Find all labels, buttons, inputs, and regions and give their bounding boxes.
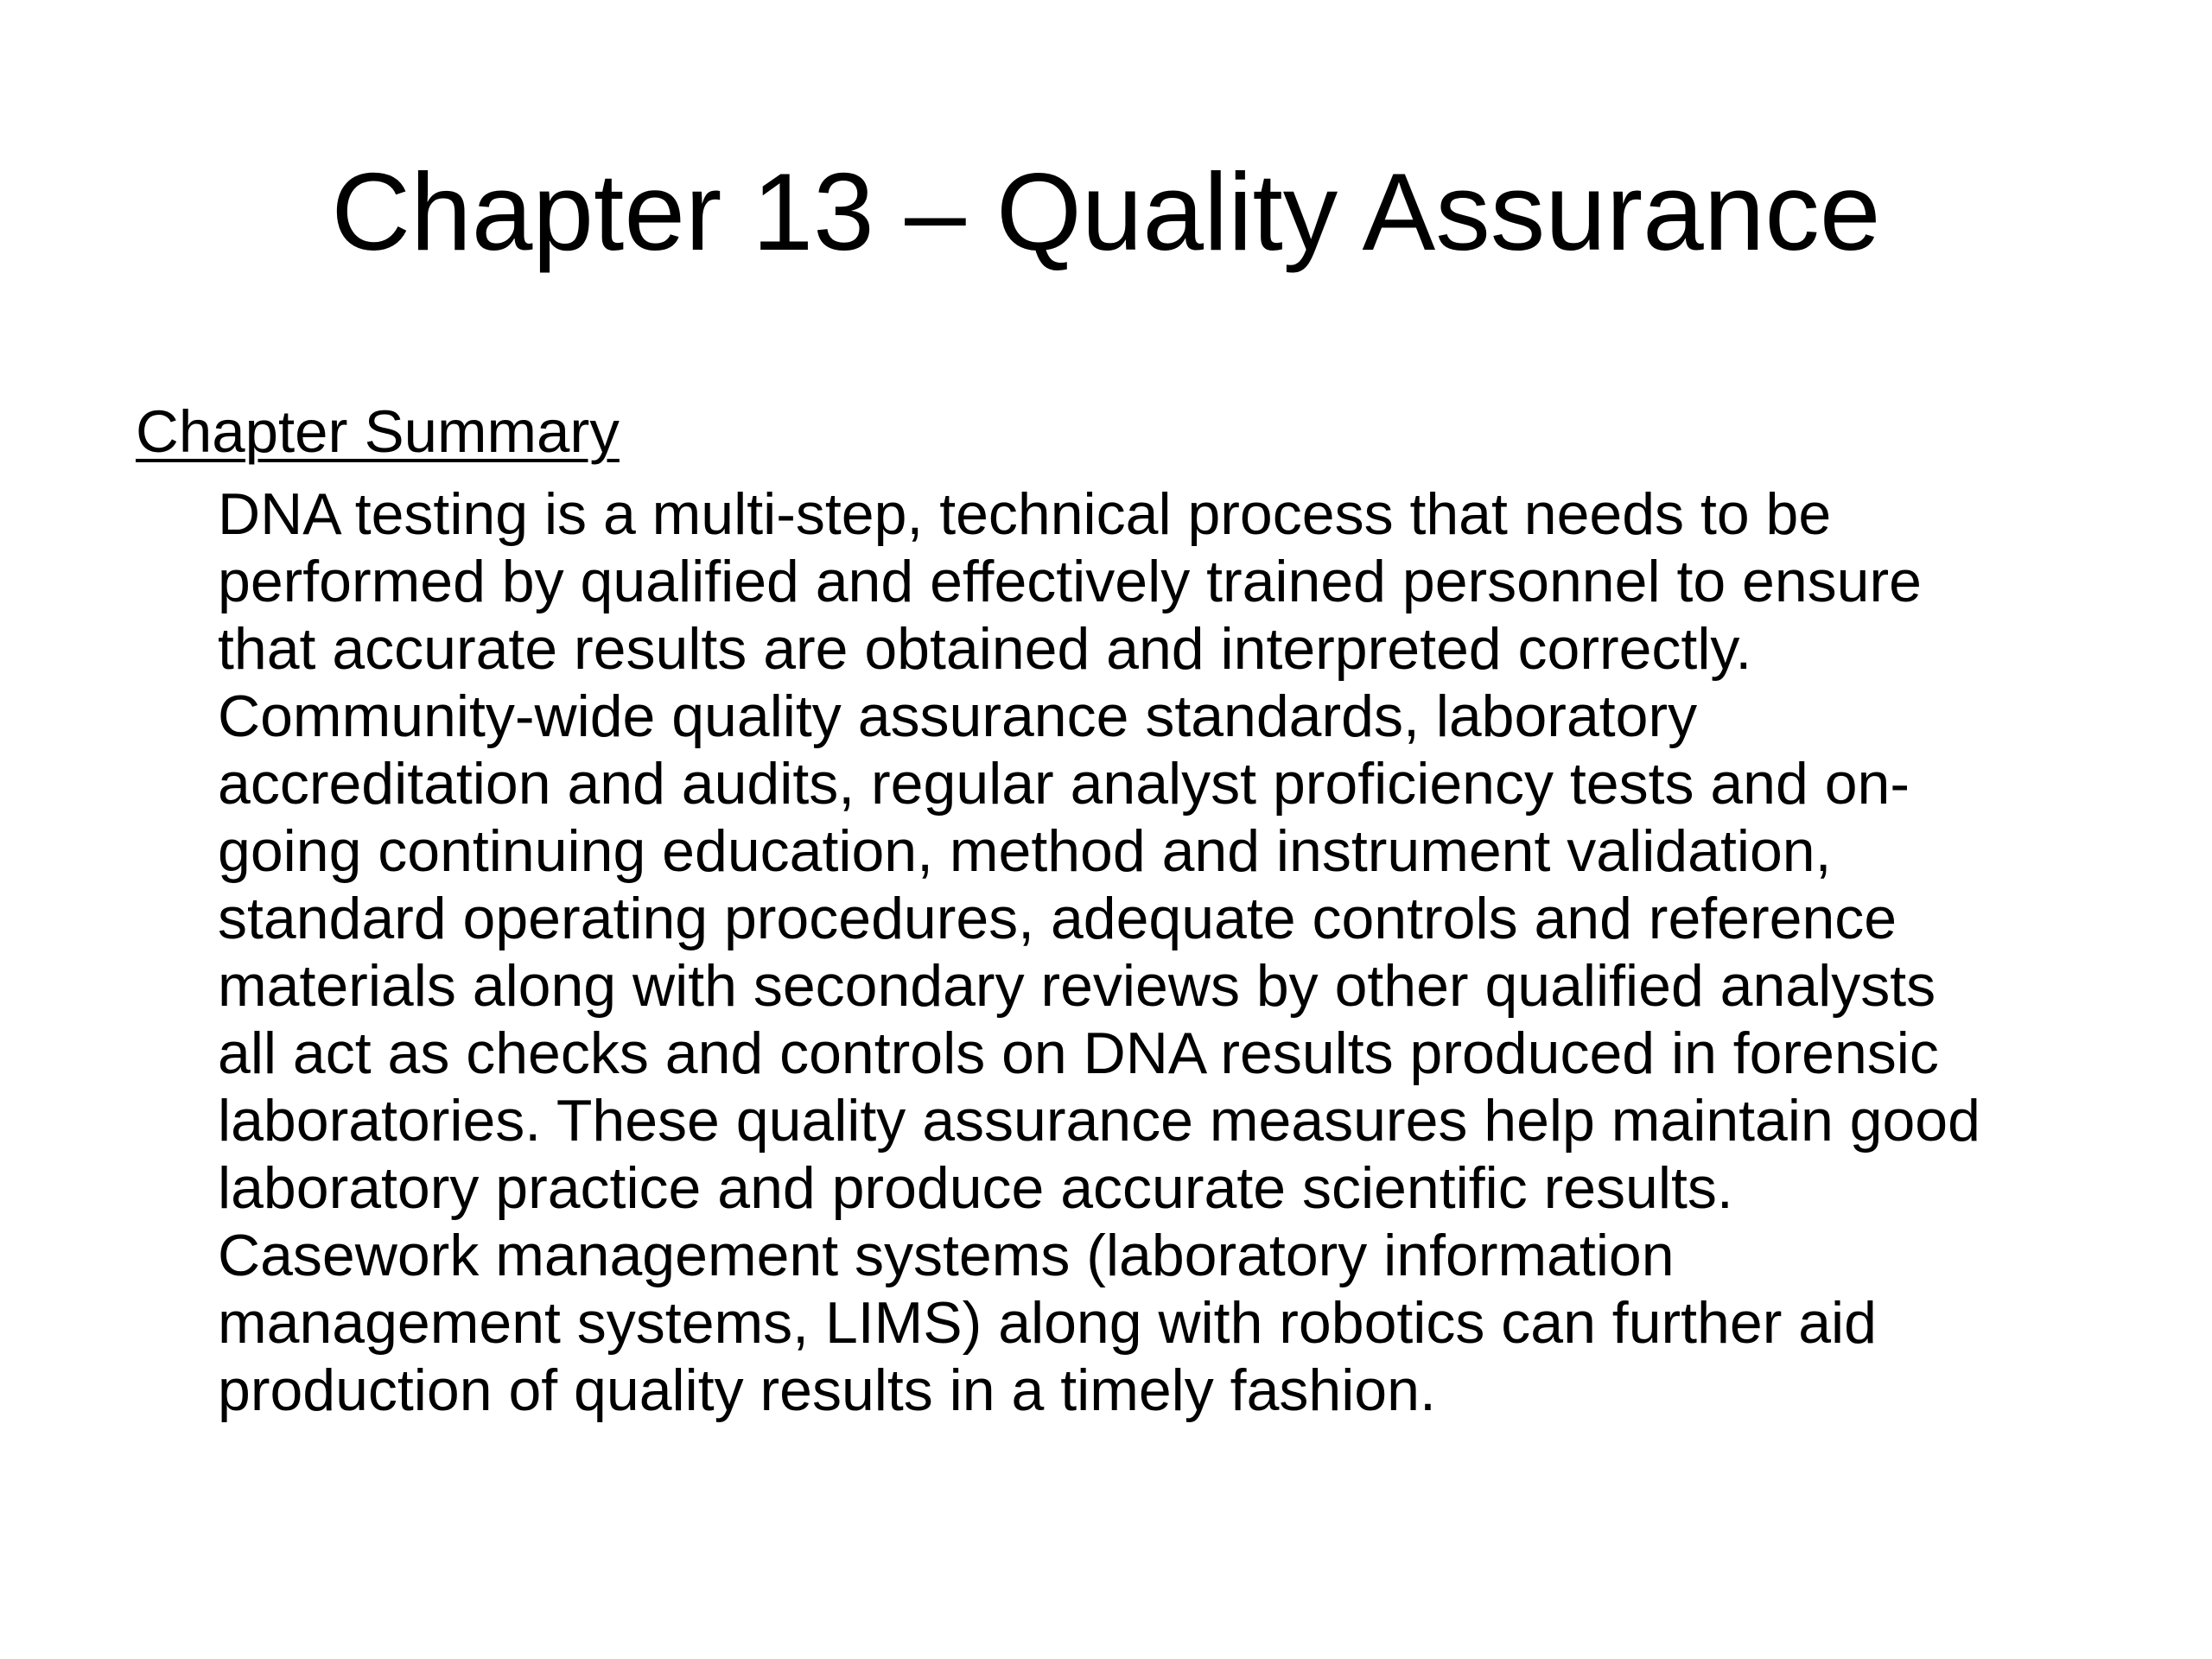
summary-line: standard operating procedures, adequate controls and reference — [218, 886, 1897, 951]
summary-line: Casework management systems (laboratory information — [218, 1223, 1675, 1288]
summary-line: all act as checks and controls on DNA results produced in forensic — [218, 1020, 1939, 1086]
summary-line: production of quality results in a timely fashion. — [218, 1357, 1436, 1423]
slide-title: Chapter 13 – Quality Assurance — [331, 150, 1881, 273]
summary-line: laboratories. These quality assurance measures help maintain good — [218, 1088, 1980, 1154]
summary-line: materials along with secondary reviews by other qualified analysts — [218, 953, 1936, 1019]
chapter-summary-heading: Chapter Summary — [136, 398, 620, 465]
summary-line: management systems, LIMS) along with robotics can further aid — [218, 1290, 1877, 1356]
summary-line: that accurate results are obtained and interpreted correctly. — [218, 616, 1752, 682]
summary-line: DNA testing is a multi-step, technical process that needs to be — [218, 481, 1832, 547]
summary-paragraph — [218, 480, 2171, 1424]
summary-line: Community-wide quality assurance standards, laboratory — [218, 683, 1698, 749]
summary-line: accreditation and audits, regular analyst proficiency tests and on- — [218, 751, 1910, 817]
summary-line: laboratory practice and produce accurate scientific results. — [218, 1155, 1733, 1221]
summary-line: going continuing education, method and instrument validation, — [218, 818, 1832, 884]
summary-line: performed by qualified and effectively trained personnel to ensure — [218, 549, 1922, 614]
